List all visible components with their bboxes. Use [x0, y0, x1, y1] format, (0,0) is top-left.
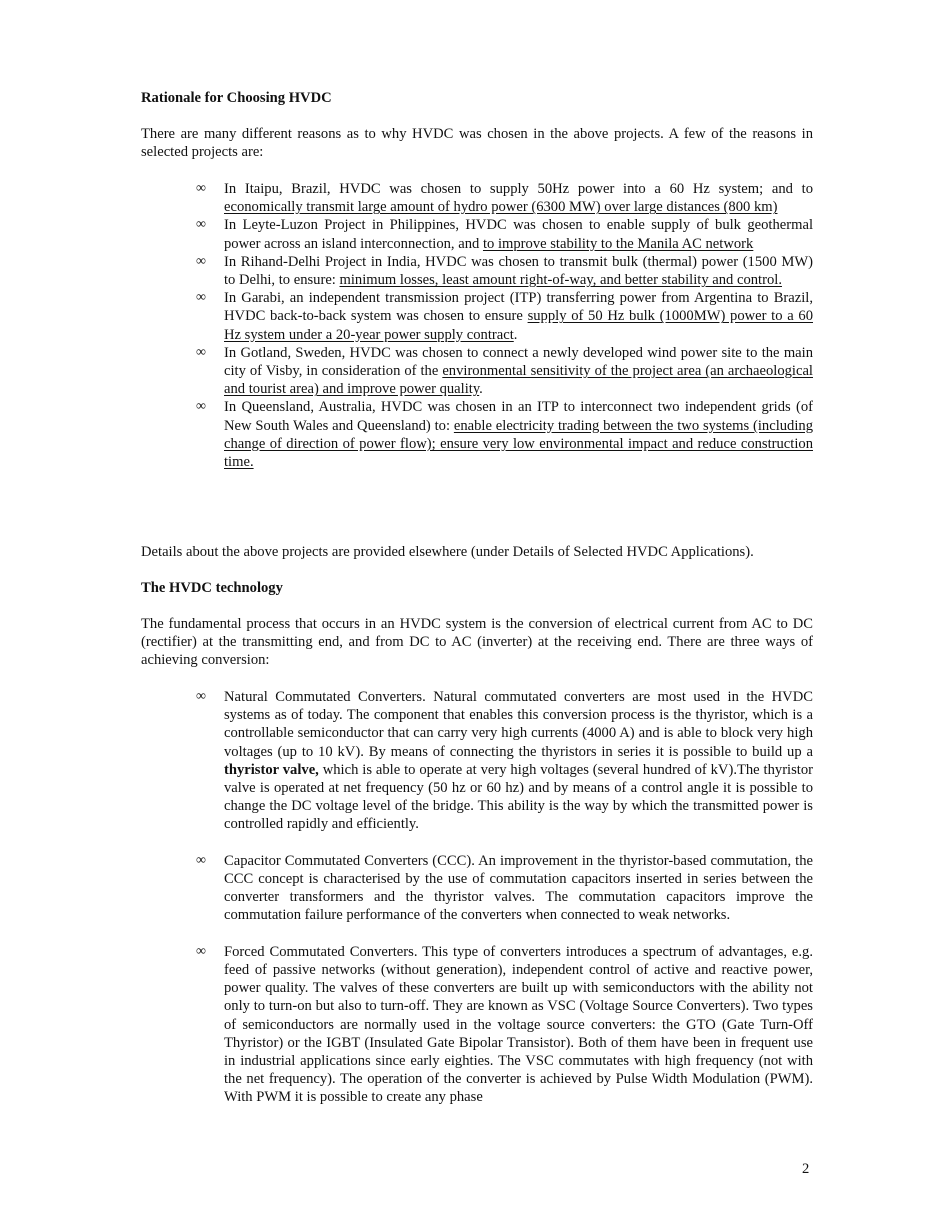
infinity-bullet-icon: ∞ [196, 943, 206, 959]
infinity-bullet-icon: ∞ [196, 290, 206, 306]
infinity-bullet-icon: ∞ [196, 344, 206, 360]
section-heading-hvdc-technology: The HVDC technology [141, 580, 283, 596]
page-number: 2 [802, 1161, 810, 1177]
infinity-bullet-icon: ∞ [196, 689, 206, 704]
list-item: ∞ In Itaipu, Brazil, HVDC was chosen to supply 50Hz power into a 60 Hz system; and to economically transmit large amount of hydro power (6300 MW) over large distances (800 km) [196, 181, 813, 216]
technology-intro: The fundamental process that occurs in an HVDC system is the conversion of electrical current from AC to DC (rectifier) at the transmitting end, and from DC to AC (inverter) at the receiving end. There are three ways of achieving conversion: [141, 616, 813, 669]
rationale-intro: There are many different reasons as to why HVDC was chosen in the above projects. A few of the reasons in selected projects are: [141, 126, 813, 161]
list-item: ∞ In Rihand-Delhi Project in India, HVDC was chosen to transmit bulk (thermal) power (1500 MW) to Delhi, to ensure: minimum losses, least amount right-of-way, and better stability and control. [196, 253, 813, 289]
list-item: ∞ Capacitor Commutated Converters (CCC). An improvement in the thyristor-based commutation, the CCC concept is characterised by the use of commutation capacitors inserted in series between the converter transformers and the thyristor valves. The commutation capacitors improve the commutation failure performance of the converters when connected to weak networks. [196, 852, 813, 924]
infinity-bullet-icon: ∞ [196, 217, 206, 233]
list-item: ∞ In Gotland, Sweden, HVDC was chosen to connect a newly developed wind power site to the main city of Visby, in consideration of the environmental sensitivity of the project area (an archaeological and tourist area) and improve power quality. [196, 344, 813, 398]
rationale-bullet-list [141, 180, 813, 471]
list-item: ∞ In Queensland, Australia, HVDC was chosen in an ITP to interconnect two independent grids (of New South Wales and Queensland) to: enable electricity trading between the two systems (including change of direction of power flow); ensure very low environmental impact and reduce construction time. [196, 399, 813, 471]
infinity-bullet-icon: ∞ [196, 852, 206, 868]
infinity-bullet-icon: ∞ [196, 181, 206, 196]
list-item: ∞ In Leyte-Luzon Project in Philippines, HVDC was chosen to enable supply of bulk geothermal power across an island interconnection, and to improve stability to the Manila AC network [196, 217, 813, 252]
details-note: Details about the above projects are provided elsewhere (under Details of Selected HVDC Applications). [141, 544, 754, 560]
list-item: ∞ Natural Commutated Converters. Natural commutated converters are most used in the HVDC systems as of today. The component that enables this conversion process is the thyristor, which is a controllable semiconductor that can carry very high currents (4000 A) and is able to block very high voltages (up to 10 kV). By means of connecting the thyristors in series it is possible to build up a thyristor valve, which is able to operate at very high voltages (several hundred of kV).The thyristor valve is operated at net frequency (50 hz or 60 hz) and by means of a control angle it is possible to change the DC voltage level of the bridge. This ability is the way by which the transmitted power is controlled rapidly and efficiently. [196, 689, 814, 833]
conversion-method-list [141, 688, 813, 1125]
list-item: ∞ Forced Commutated Converters. This type of converters introduces a spectrum of advantages, e.g. feed of passive networks (without generation), independent control of active and reactive power, power quality. The valves of these converters are built up with semiconductors with the ability not only to turn-on but also to turn-off. They are known as VSC (Voltage Source Converters). Two types of semiconductors are normally used in the voltage source converters: the GTO (Gate Turn-Off Thyristor) or the IGBT (Insulated Gate Bipolar Transistor). Both of them have been in frequent use in industrial applications since early eighties. The VSC commutates with high frequency (not with the net frequency). The operation of the converter is achieved by Pulse Width Modulation (PWM). With PWM it is possible to create any phase [196, 943, 813, 1106]
infinity-bullet-icon: ∞ [196, 399, 206, 415]
list-item: ∞ In Garabi, an independent transmission project (ITP) transferring power from Argentina to Brazil, HVDC back-to-back system was chosen to ensure supply of 50 Hz bulk (1000MW) power to a 60 Hz system under a 20-year power supply contract. [196, 290, 813, 343]
infinity-bullet-icon: ∞ [196, 253, 206, 269]
section-heading-rationale: Rationale for Choosing HVDC [141, 90, 332, 106]
